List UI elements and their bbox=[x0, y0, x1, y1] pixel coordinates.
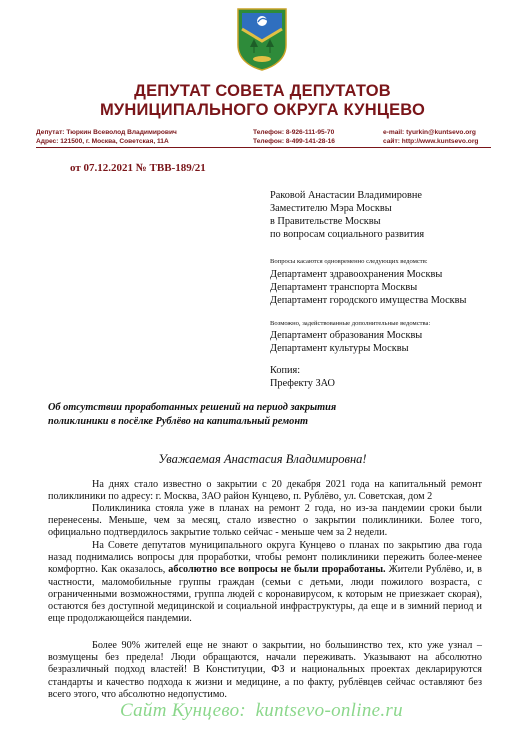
subject-line: поликлиники в посёлке Рублёво на капитальный ремонт bbox=[48, 415, 309, 427]
deputy-address: Адрес: 121500, г. Москва, Советская, 11А bbox=[36, 138, 169, 145]
phone-secondary: Телефон: 8-499-141-28-16 bbox=[253, 138, 335, 145]
header-divider bbox=[36, 147, 491, 148]
subject-line: Об отсутствии проработанных решений на период закрытия bbox=[48, 402, 337, 413]
copy-label: Копия: bbox=[270, 365, 301, 376]
body-paragraph: Более 90% жителей еще не знают о закрытии, но большинство тех, кто уже узнал – возмущены без предела! Люди обращаются, начали переживать. Указывают на абсолютно безразличный подход властей! В Конституции, ФЗ и национальных проектах декларируются стандарты и качество подхода к жизни и медицине, а по факту, рублёвцев сейчас оставляют без всего этого, что абсолютно недопустимо. bbox=[48, 640, 482, 700]
website-address: сайт: http://www.kuntsevo.org bbox=[383, 138, 479, 145]
site-watermark bbox=[120, 700, 403, 722]
addressee-line: в Правительстве Москвы bbox=[270, 216, 381, 227]
concerned-note: Вопросы касаются одновременно следующих ведомств: bbox=[270, 258, 428, 265]
addressee-line: по вопросам социального развития bbox=[270, 229, 425, 240]
paragraph-text: На Совете депутатов муниципального округа Кунцево о планах по закрытию два года назад поднимались вопросы для проработки, чтобы ремонт поликлиники пережить более-менее комфортно. Как оказалось, bbox=[48, 540, 482, 576]
deputy-name: Депутат: Тюркин Всеволод Владимирович bbox=[36, 129, 177, 136]
letter-subject bbox=[48, 401, 336, 428]
body-paragraph: Поликлиника стояла уже в планах на ремонт 2 года, но из-за пандемии сроки были перенесены. Меньше, чем за месяц, стало известно о закрытии поликлиники. Более того, официально подтвердилось закрытие только сейчас - меньше чем за 2 недели. bbox=[48, 503, 482, 539]
watermark-url: kuntsevo-online.ru bbox=[255, 700, 403, 721]
addressee-line: Заместителю Мэра Москвы bbox=[270, 203, 392, 214]
addressee-line: Раковой Анастасии Владимировне bbox=[270, 190, 422, 201]
body-paragraph: На днях стало известно о закрытии с 20 декабря 2021 года на капитальный ремонт поликлиники по адресу: г. Москва, ЗАО район Кунцево, п. Рублёво, ул. Советская, дом 2 bbox=[48, 479, 482, 503]
header-title-line1: ДЕПУТАТ СОВЕТА ДЕПУТАТОВ bbox=[134, 82, 391, 100]
watermark-label: Сайт Кунцево: bbox=[120, 700, 247, 721]
body-paragraph bbox=[48, 540, 482, 625]
additional-department: Департамент образования Москвы bbox=[270, 330, 423, 341]
paragraph-emphasis: абсолютно все вопросы не были проработаны. bbox=[168, 564, 386, 576]
document-number: от 07.12.2021 № ТВВ-189/21 bbox=[70, 162, 206, 174]
email-address: e-mail: tyurkin@kuntsevo.org bbox=[383, 129, 476, 136]
concerned-department: Департамент транспорта Москвы bbox=[270, 282, 418, 293]
additional-note: Возможно, задействованные дополнительные ведомства: bbox=[270, 320, 431, 327]
kuntsevo-crest-icon bbox=[236, 7, 288, 71]
additional-department: Департамент культуры Москвы bbox=[270, 343, 409, 354]
concerned-department: Департамент здравоохранения Москвы bbox=[270, 269, 443, 280]
concerned-department: Департамент городского имущества Москвы bbox=[270, 295, 467, 306]
paragraph-text: Жители Рублёво, и, в частности, маломобильные группы граждан (семьи с детьми, люди пожилого возраста, с ограниченными возможностями, группа людей с коронавирусом, к которым не приезжает скорая), остаются без доступной медицинской и социальной инфраструктуры, да еще и в зимний период и еще продолжающейся пандемии. bbox=[48, 564, 482, 625]
copy-recipient: Префекту ЗАО bbox=[270, 378, 335, 389]
header-title-line2: МУНИЦИПАЛЬНОГО ОКРУГА КУНЦЕВО bbox=[99, 101, 426, 119]
greeting: Уважаемая Анастасия Владимировна! bbox=[158, 452, 367, 466]
phone-primary: Телефон: 8-926-111-95-70 bbox=[253, 129, 335, 136]
